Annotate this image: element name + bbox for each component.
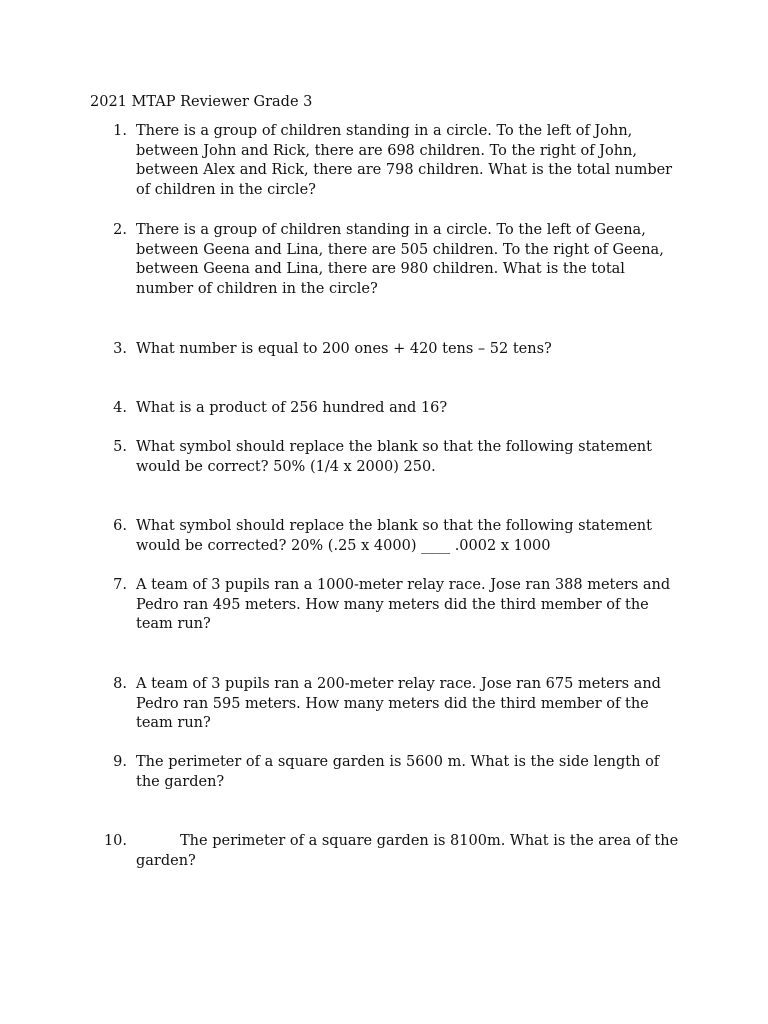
question-number: 4. bbox=[113, 400, 127, 416]
question-number: 2. bbox=[113, 222, 127, 238]
question-line: would be corrected? 20% (.25 x 4000) ____ .0002 x 1000 bbox=[136, 537, 551, 554]
question-number: 5. bbox=[113, 439, 127, 455]
question-line: What symbol should replace the blank so that the following statement bbox=[136, 518, 652, 534]
question-text bbox=[136, 832, 696, 871]
question-text bbox=[136, 122, 696, 201]
question-line: the garden? bbox=[136, 773, 225, 790]
question-text bbox=[136, 576, 696, 635]
question-line: What number is equal to 200 ones + 420 tens – 52 tens? bbox=[136, 341, 552, 357]
question-line: of children in the circle? bbox=[136, 182, 316, 199]
question-line: between Alex and Rick, there are 798 children. What is the total number bbox=[136, 162, 673, 179]
question-text bbox=[136, 399, 696, 419]
question-line: between Geena and Lina, there are 980 children. What is the total bbox=[136, 261, 625, 278]
question-line: between Geena and Lina, there are 505 children. To the right of Geena, bbox=[136, 241, 664, 258]
question-number: 10. bbox=[103, 833, 127, 849]
question-number: 9. bbox=[113, 754, 127, 770]
question-line: What symbol should replace the blank so that the following statement bbox=[136, 439, 652, 455]
document-title: 2021 MTAP Reviewer Grade 3 bbox=[90, 94, 313, 110]
question-text bbox=[136, 438, 696, 477]
question-line: garden? bbox=[136, 852, 196, 869]
question-line: The perimeter of a square garden is 8100m. What is the area of the bbox=[180, 833, 679, 849]
question-line: A team of 3 pupils ran a 200-meter relay race. Jose ran 675 meters and bbox=[136, 676, 661, 692]
question-number: 3. bbox=[113, 341, 127, 357]
question-line: The perimeter of a square garden is 5600 m. What is the side length of bbox=[136, 754, 660, 770]
question-line: There is a group of children standing in a circle. To the left of Geena, bbox=[136, 222, 646, 238]
question-line: Pedro ran 495 meters. How many meters did the third member of the bbox=[136, 596, 649, 613]
question-line: team run? bbox=[136, 715, 211, 732]
question-line: A team of 3 pupils ran a 1000-meter relay race. Jose ran 388 meters and bbox=[136, 577, 671, 593]
question-text bbox=[136, 340, 696, 360]
question-text bbox=[136, 221, 696, 300]
question-line: would be correct? 50% (1/4 x 2000) 250. bbox=[136, 458, 436, 475]
question-number: 8. bbox=[113, 676, 127, 692]
question-number: 7. bbox=[113, 577, 127, 593]
question-line: between John and Rick, there are 698 children. To the right of John, bbox=[136, 142, 638, 159]
question-text bbox=[136, 675, 696, 734]
question-line: Pedro ran 595 meters. How many meters did the third member of the bbox=[136, 695, 649, 712]
question-line: number of children in the circle? bbox=[136, 281, 378, 298]
question-text bbox=[136, 517, 696, 556]
question-line: team run? bbox=[136, 616, 211, 633]
question-line: What is a product of 256 hundred and 16? bbox=[136, 400, 448, 416]
question-line: There is a group of children standing in a circle. To the left of John, bbox=[136, 123, 633, 139]
question-text bbox=[136, 753, 696, 792]
question-number: 1. bbox=[113, 123, 127, 139]
question-number: 6. bbox=[113, 518, 127, 534]
